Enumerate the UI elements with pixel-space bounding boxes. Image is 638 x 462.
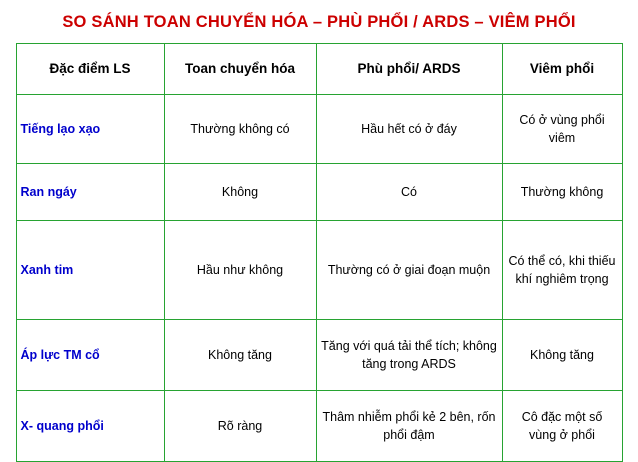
cell-rhonchi-metabolic-acidosis: Không xyxy=(164,163,316,220)
table-row xyxy=(16,94,622,163)
table-row xyxy=(16,390,622,461)
page-title: SO SÁNH TOAN CHUYỂN HÓA – PHÙ PHỔI / ARDS – VIÊM PHỔI xyxy=(62,13,576,31)
cell-cyanosis-pneumonia: Có thể có, khi thiếu khí nghiêm trọng xyxy=(502,220,622,319)
column-header-feature: Đặc điểm LS xyxy=(16,43,164,94)
column-header-pulmonary-edema-ards: Phù phổi/ ARDS xyxy=(316,43,502,94)
row-label-jvp: Áp lực TM cổ xyxy=(16,319,164,390)
row-label-chest-xray: X- quang phổi xyxy=(16,390,164,461)
cell-crackles-metabolic-acidosis: Thường không có xyxy=(164,94,316,163)
cell-cyanosis-metabolic-acidosis: Hầu như không xyxy=(164,220,316,319)
cell-crackles-pneumonia: Có ở vùng phổi viêm xyxy=(502,94,622,163)
row-label-crackles: Tiếng lạo xạo xyxy=(16,94,164,163)
cell-chest-xray-pulmonary-edema: Thâm nhiễm phổi kẻ 2 bên, rốn phổi đậm xyxy=(316,390,502,461)
table-row xyxy=(16,220,622,319)
comparison-table xyxy=(16,43,623,462)
row-label-cyanosis: Xanh tim xyxy=(16,220,164,319)
column-header-metabolic-acidosis: Toan chuyển hóa xyxy=(164,43,316,94)
cell-crackles-pulmonary-edema: Hầu hết có ở đáy xyxy=(316,94,502,163)
column-header-pneumonia: Viêm phổi xyxy=(502,43,622,94)
cell-cyanosis-pulmonary-edema: Thường có ở giai đoạn muộn xyxy=(316,220,502,319)
table-row xyxy=(16,319,622,390)
table-header-row xyxy=(16,43,622,94)
row-label-rhonchi: Ran ngáy xyxy=(16,163,164,220)
table-header xyxy=(16,43,622,94)
cell-chest-xray-metabolic-acidosis: Rõ ràng xyxy=(164,390,316,461)
cell-rhonchi-pneumonia: Thường không xyxy=(502,163,622,220)
table-row xyxy=(16,163,622,220)
cell-rhonchi-pulmonary-edema: Có xyxy=(316,163,502,220)
cell-jvp-pneumonia: Không tăng xyxy=(502,319,622,390)
cell-chest-xray-pneumonia: Cô đặc một số vùng ở phổi xyxy=(502,390,622,461)
cell-jvp-metabolic-acidosis: Không tăng xyxy=(164,319,316,390)
cell-jvp-pulmonary-edema: Tăng với quá tải thể tích; không tăng trong ARDS xyxy=(316,319,502,390)
table-body xyxy=(16,94,622,461)
